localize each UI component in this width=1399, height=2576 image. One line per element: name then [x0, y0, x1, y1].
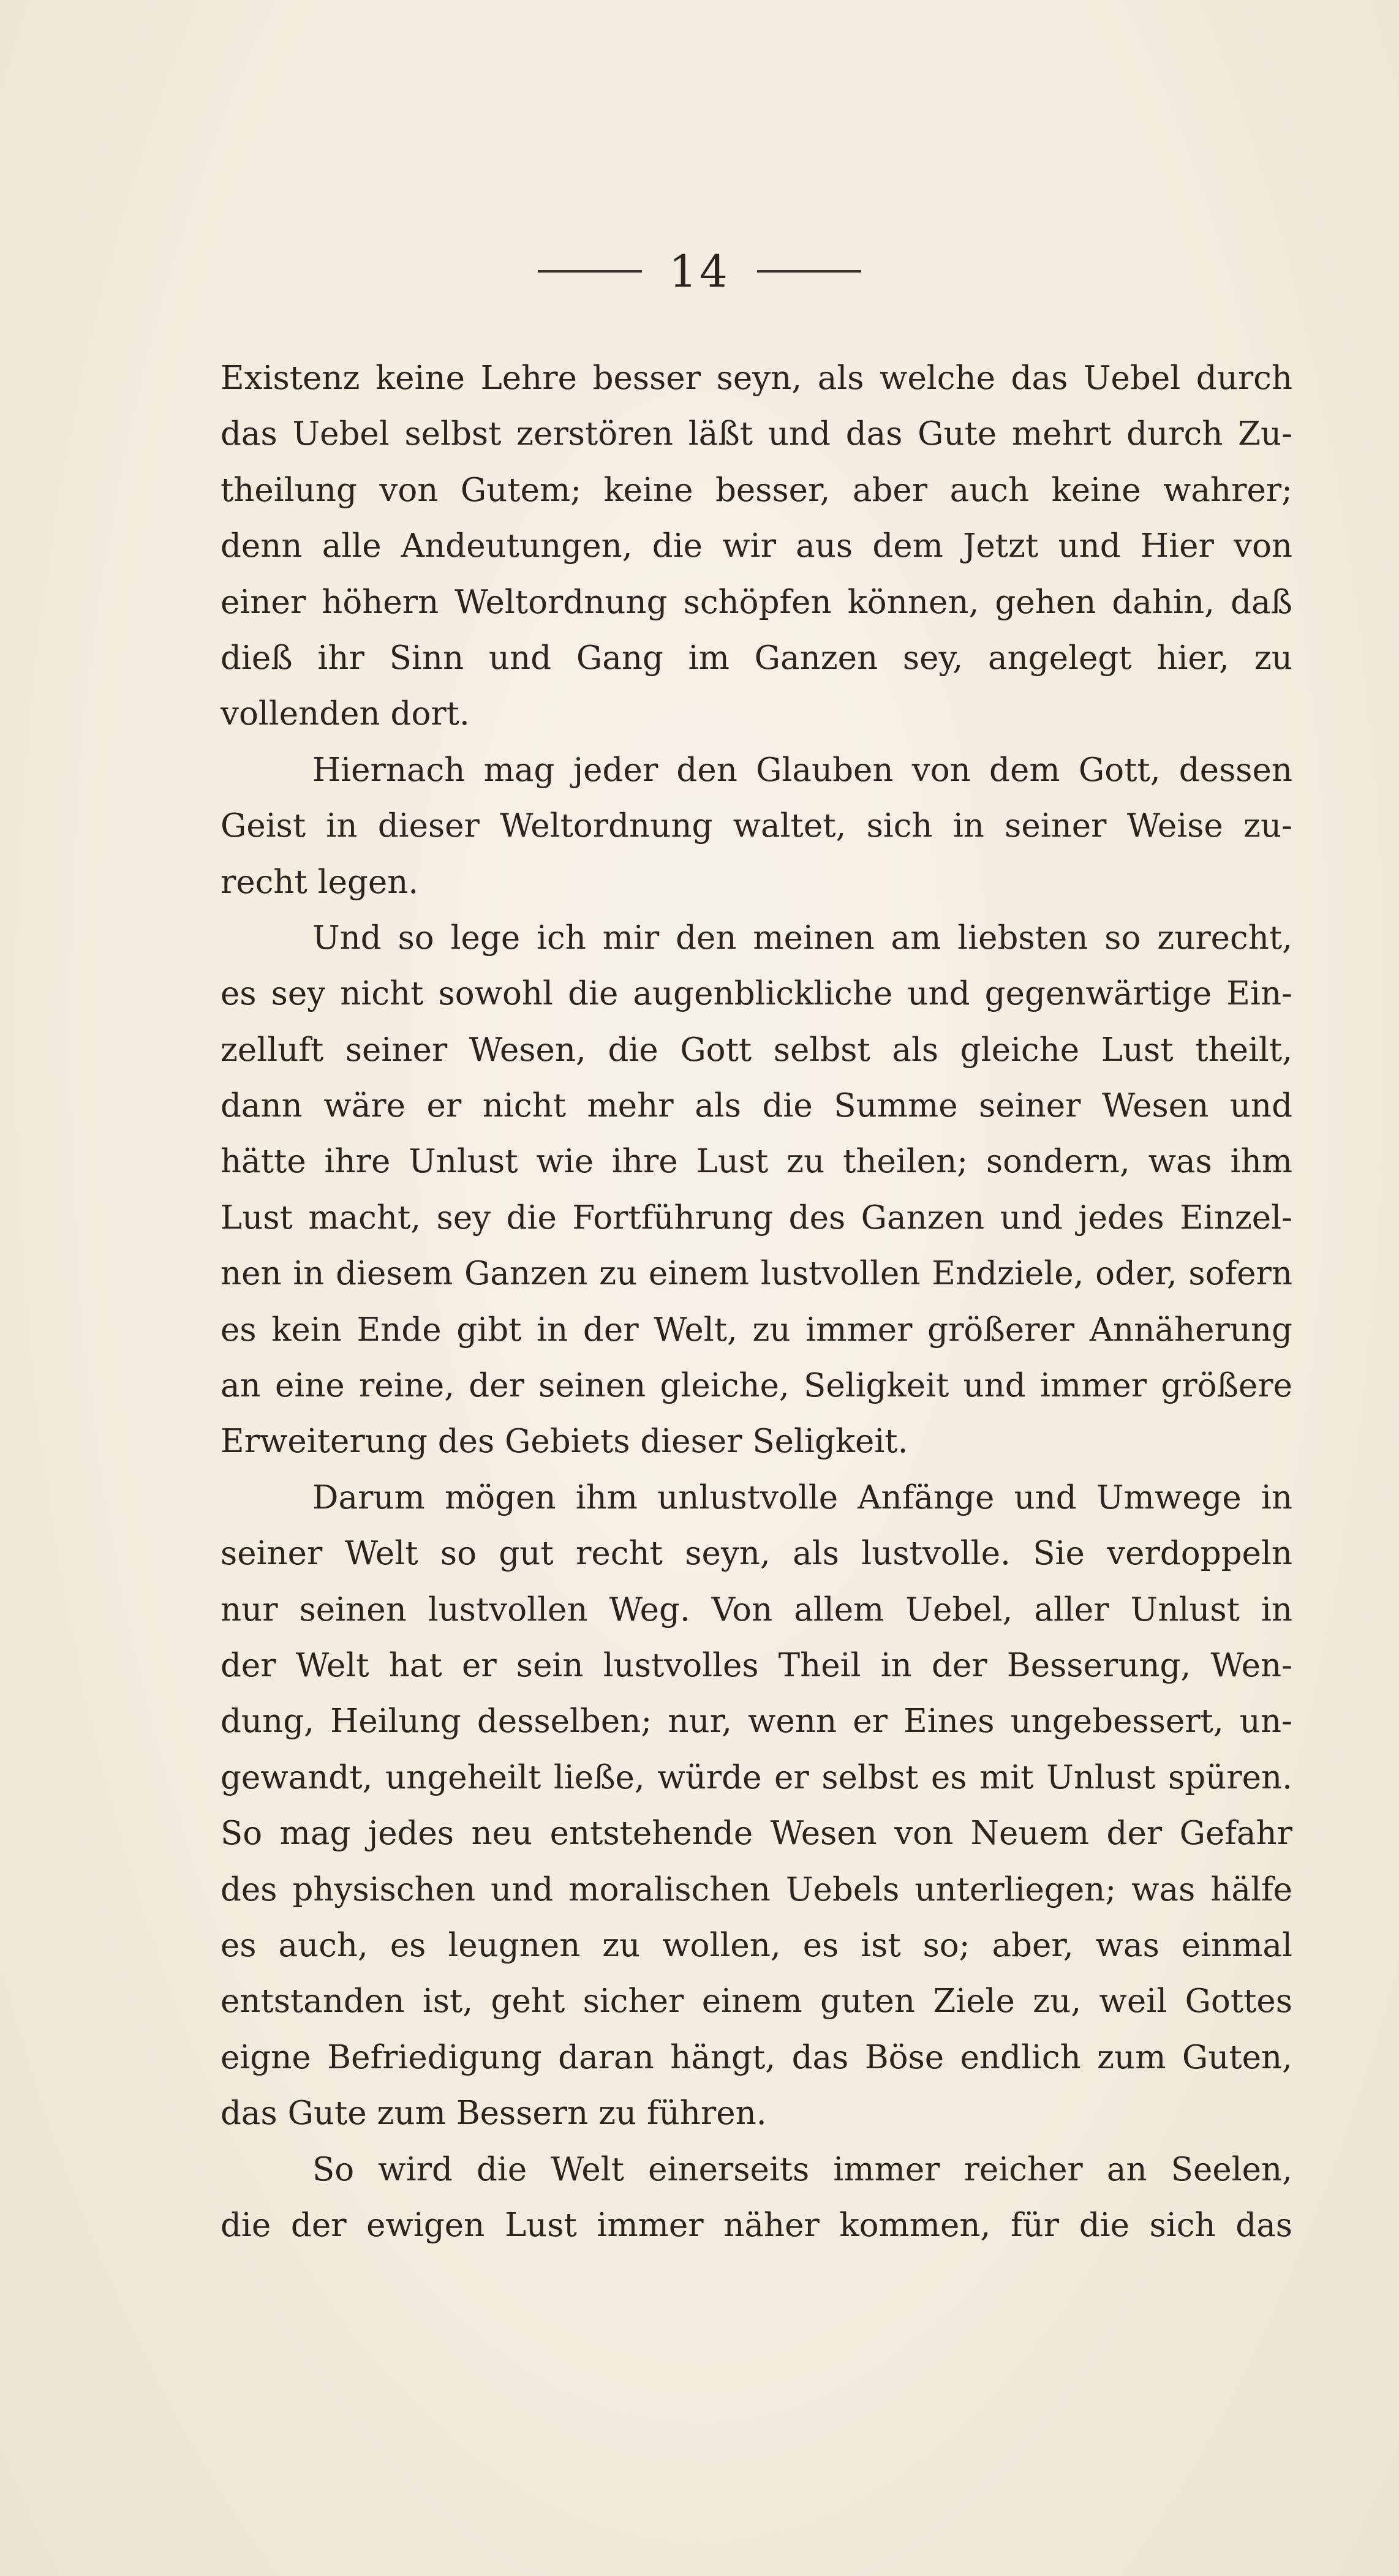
text-line: So wird die Welt einerseits immer reicher an Seelen,: [312, 2150, 1292, 2188]
text-line: dung, Heilung desselben; nur, wenn er Eines ungebessert, un-: [221, 1703, 1292, 1741]
text-line: Erweiterung des Gebiets dieser Seligkeit.: [221, 1423, 908, 1461]
text-line: Existenz keine Lehre besser seyn, als welche das Uebel durch: [221, 360, 1292, 397]
text-line: seiner Welt so gut recht seyn, als lustvolle. Sie verdoppeln: [221, 1535, 1292, 1573]
text-line: So mag jedes neu entstehende Wesen von Neuem der Gefahr: [221, 1815, 1292, 1853]
text-line: gewandt, ungeheilt ließe, würde er selbst es mit Unlust spüren.: [221, 1758, 1292, 1796]
text-line: zelluft seiner Wesen, die Gott selbst als gleiche Lust theilt,: [221, 1031, 1292, 1069]
text-line: dieß ihr Sinn und Gang im Ganzen sey, angelegt hier, zu: [221, 639, 1292, 677]
text-line: entstanden ist, geht sicher einem guten Ziele zu, weil Gottes: [221, 1983, 1292, 2021]
text-line: der Welt hat er sein lustvolles Theil in der Besserung, Wen-: [221, 1646, 1292, 1684]
text-line: das Gute zum Bessern zu führen.: [221, 2095, 767, 2133]
text-line: es sey nicht sowohl die augenblickliche und gegenwärtige Ein-: [221, 975, 1292, 1013]
page-header: [0, 244, 1399, 299]
text-line: das Uebel selbst zerstören läßt und das Gute mehrt durch Zu-: [221, 415, 1292, 453]
text-line: recht legen.: [221, 863, 419, 901]
text-line: Darum mögen ihm unlustvolle Anfänge und Umwege in: [312, 1478, 1292, 1516]
text-line: dann wäre er nicht mehr als die Summe seiner Wesen und: [221, 1087, 1292, 1125]
text-line: Geist in dieser Weltordnung waltet, sich in seiner Weise zu-: [221, 807, 1292, 845]
text-line: Lust macht, sey die Fortführung des Ganzen und jedes Einzel-: [221, 1199, 1292, 1237]
text-line: die der ewigen Lust immer näher kommen, für die sich das: [221, 2206, 1292, 2244]
page-number: 14: [669, 246, 730, 297]
text-line: vollenden dort.: [221, 695, 470, 733]
text-line: eigne Befriedigung daran hängt, das Böse endlich zum Guten,: [221, 2038, 1292, 2076]
body-text: [221, 350, 1292, 2253]
text-line: nur seinen lustvollen Weg. Von allem Uebel, aller Unlust in: [221, 1591, 1292, 1629]
text-line: nen in diesem Ganzen zu einem lustvollen Endziele, oder, sofern: [221, 1255, 1292, 1293]
text-line: des physischen und moralischen Uebels unterliegen; was hälfe: [221, 1870, 1292, 1908]
text-line: es kein Ende gibt in der Welt, zu immer größerer Annäherung: [221, 1311, 1292, 1349]
text-line: hätte ihre Unlust wie ihre Lust zu theilen; sondern, was ihm: [221, 1143, 1292, 1181]
text-line: theilung von Gutem; keine besser, aber auch keine wahrer;: [221, 471, 1292, 509]
text-line: denn alle Andeutungen, die wir aus dem Jetzt und Hier von: [221, 527, 1292, 565]
header-rule-left: [538, 270, 642, 273]
text-line: Und so lege ich mir den meinen am liebsten so zurecht,: [312, 919, 1292, 957]
text-line: an eine reine, der seinen gleiche, Seligkeit und immer größere: [221, 1367, 1292, 1405]
text-line: Hiernach mag jeder den Glauben von dem Gott, dessen: [312, 751, 1292, 789]
text-line: einer höhern Weltordnung schöpfen können, gehen dahin, daß: [221, 583, 1292, 621]
text-line: es auch, es leugnen zu wollen, es ist so; aber, was einmal: [221, 1926, 1292, 1964]
header-rule-right: [757, 270, 861, 273]
